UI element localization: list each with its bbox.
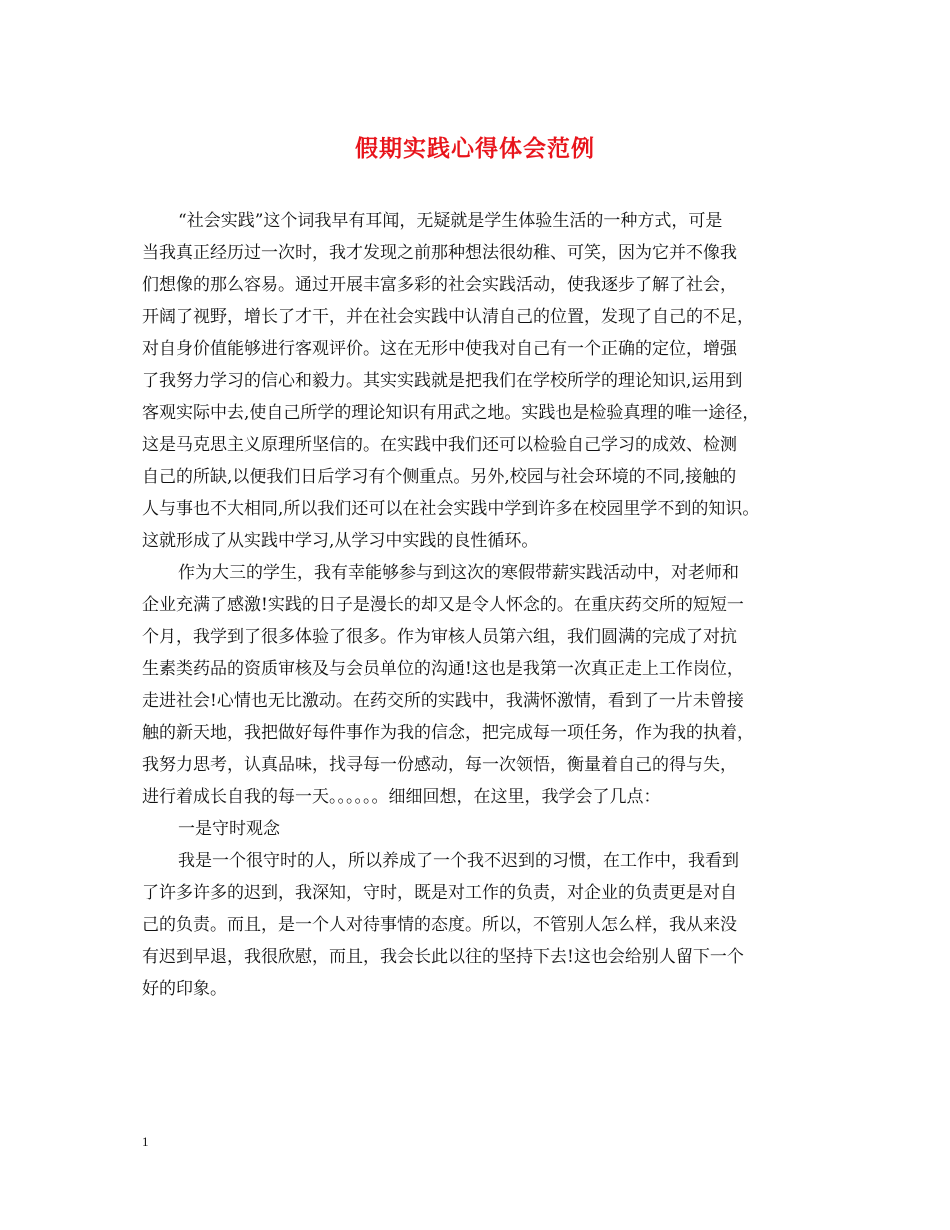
text-line: 当我真正经历过一次时，我才发现之前那种想法很幼稚、可笑，因为它并不像我 [142, 243, 737, 263]
text-line: “社会实践”这个词我早有耳闻，无疑就是学生体验生活的一种方式，可是 [178, 211, 723, 231]
text-line: 好的印象。 [142, 979, 227, 999]
text-line: 这就形成了从实践中学习,从学习中实践的良性循环。 [142, 531, 539, 551]
text-line: 走进社会!心情也无比激动。在药交所的实践中，我满怀激情，看到了一片未曾接 [142, 691, 744, 711]
page-number: 1 [142, 1134, 149, 1149]
text-line: 我努力思考，认真品味，找寻每一份感动，每一次领悟，衡量着自己的得与失， [142, 755, 737, 775]
section-heading: 一是守时观念 [178, 819, 280, 839]
text-line: 自己的所缺,以便我们日后学习有个侧重点。另外,校园与社会环境的不同,接触的 [142, 467, 737, 487]
text-line: 开阔了视野，增长了才干，并在社会实践中认清自己的位置，发现了自己的不足， [142, 307, 754, 327]
text-line: 生素类药品的资质审核及与会员单位的沟通!这也是我第一次真正走上工作岗位， [142, 659, 744, 679]
text-line: 人与事也不大相同,所以我们还可以在社会实践中学到许多在校园里学不到的知识。 [142, 499, 760, 519]
text-line: 进行着成长自我的每一天。。。。。。细细回想，在这里，我学会了几点： [142, 787, 661, 807]
text-line: 企业充满了感激!实践的日子是漫长的却又是令人怀念的。在重庆药交所的短短一 [142, 595, 744, 615]
document-body [142, 205, 812, 1005]
text-line: 我是一个很守时的人，所以养成了一个我不迟到的习惯，在工作中，我看到 [178, 851, 739, 871]
document-title: 假期实践心得体会范例 [355, 135, 595, 162]
text-line: 触的新天地，我把做好每件事作为我的信念，把完成每一项任务，作为我的执着， [142, 723, 754, 743]
text-line: 有迟到早退，我很欣慰，而且，我会长此以往的坚持下去!这也会给别人留下一个 [142, 947, 744, 967]
text-line: 己的负责。而且，是一个人对待事情的态度。所以，不管别人怎么样，我从来没 [142, 915, 737, 935]
text-line: 们想像的那么容易。通过开展丰富多彩的社会实践活动，使我逐步了解了社会， [142, 275, 737, 295]
text-line: 客观实际中去,使自己所学的理论知识有用武之地。实践也是检验真理的唯一途径， [142, 403, 760, 423]
text-line: 对自身价值能够进行客观评价。这在无形中使我对自己有一个正确的定位，增强 [142, 339, 737, 359]
text-line: 这是马克思主义原理所坚信的。在实践中我们还可以检验自己学习的成效、检测 [142, 435, 737, 455]
text-line: 了许多许多的迟到，我深知，守时，既是对工作的负责，对企业的负责更是对自 [142, 883, 737, 903]
text-line: 作为大三的学生，我有幸能够参与到这次的寒假带薪实践活动中，对老师和 [178, 563, 739, 583]
text-line: 了我努力学习的信心和毅力。其实实践就是把我们在学校所学的理论知识,运用到 [142, 371, 743, 391]
text-line: 个月，我学到了很多体验了很多。作为审核人员第六组，我们圆满的完成了对抗 [142, 627, 737, 647]
